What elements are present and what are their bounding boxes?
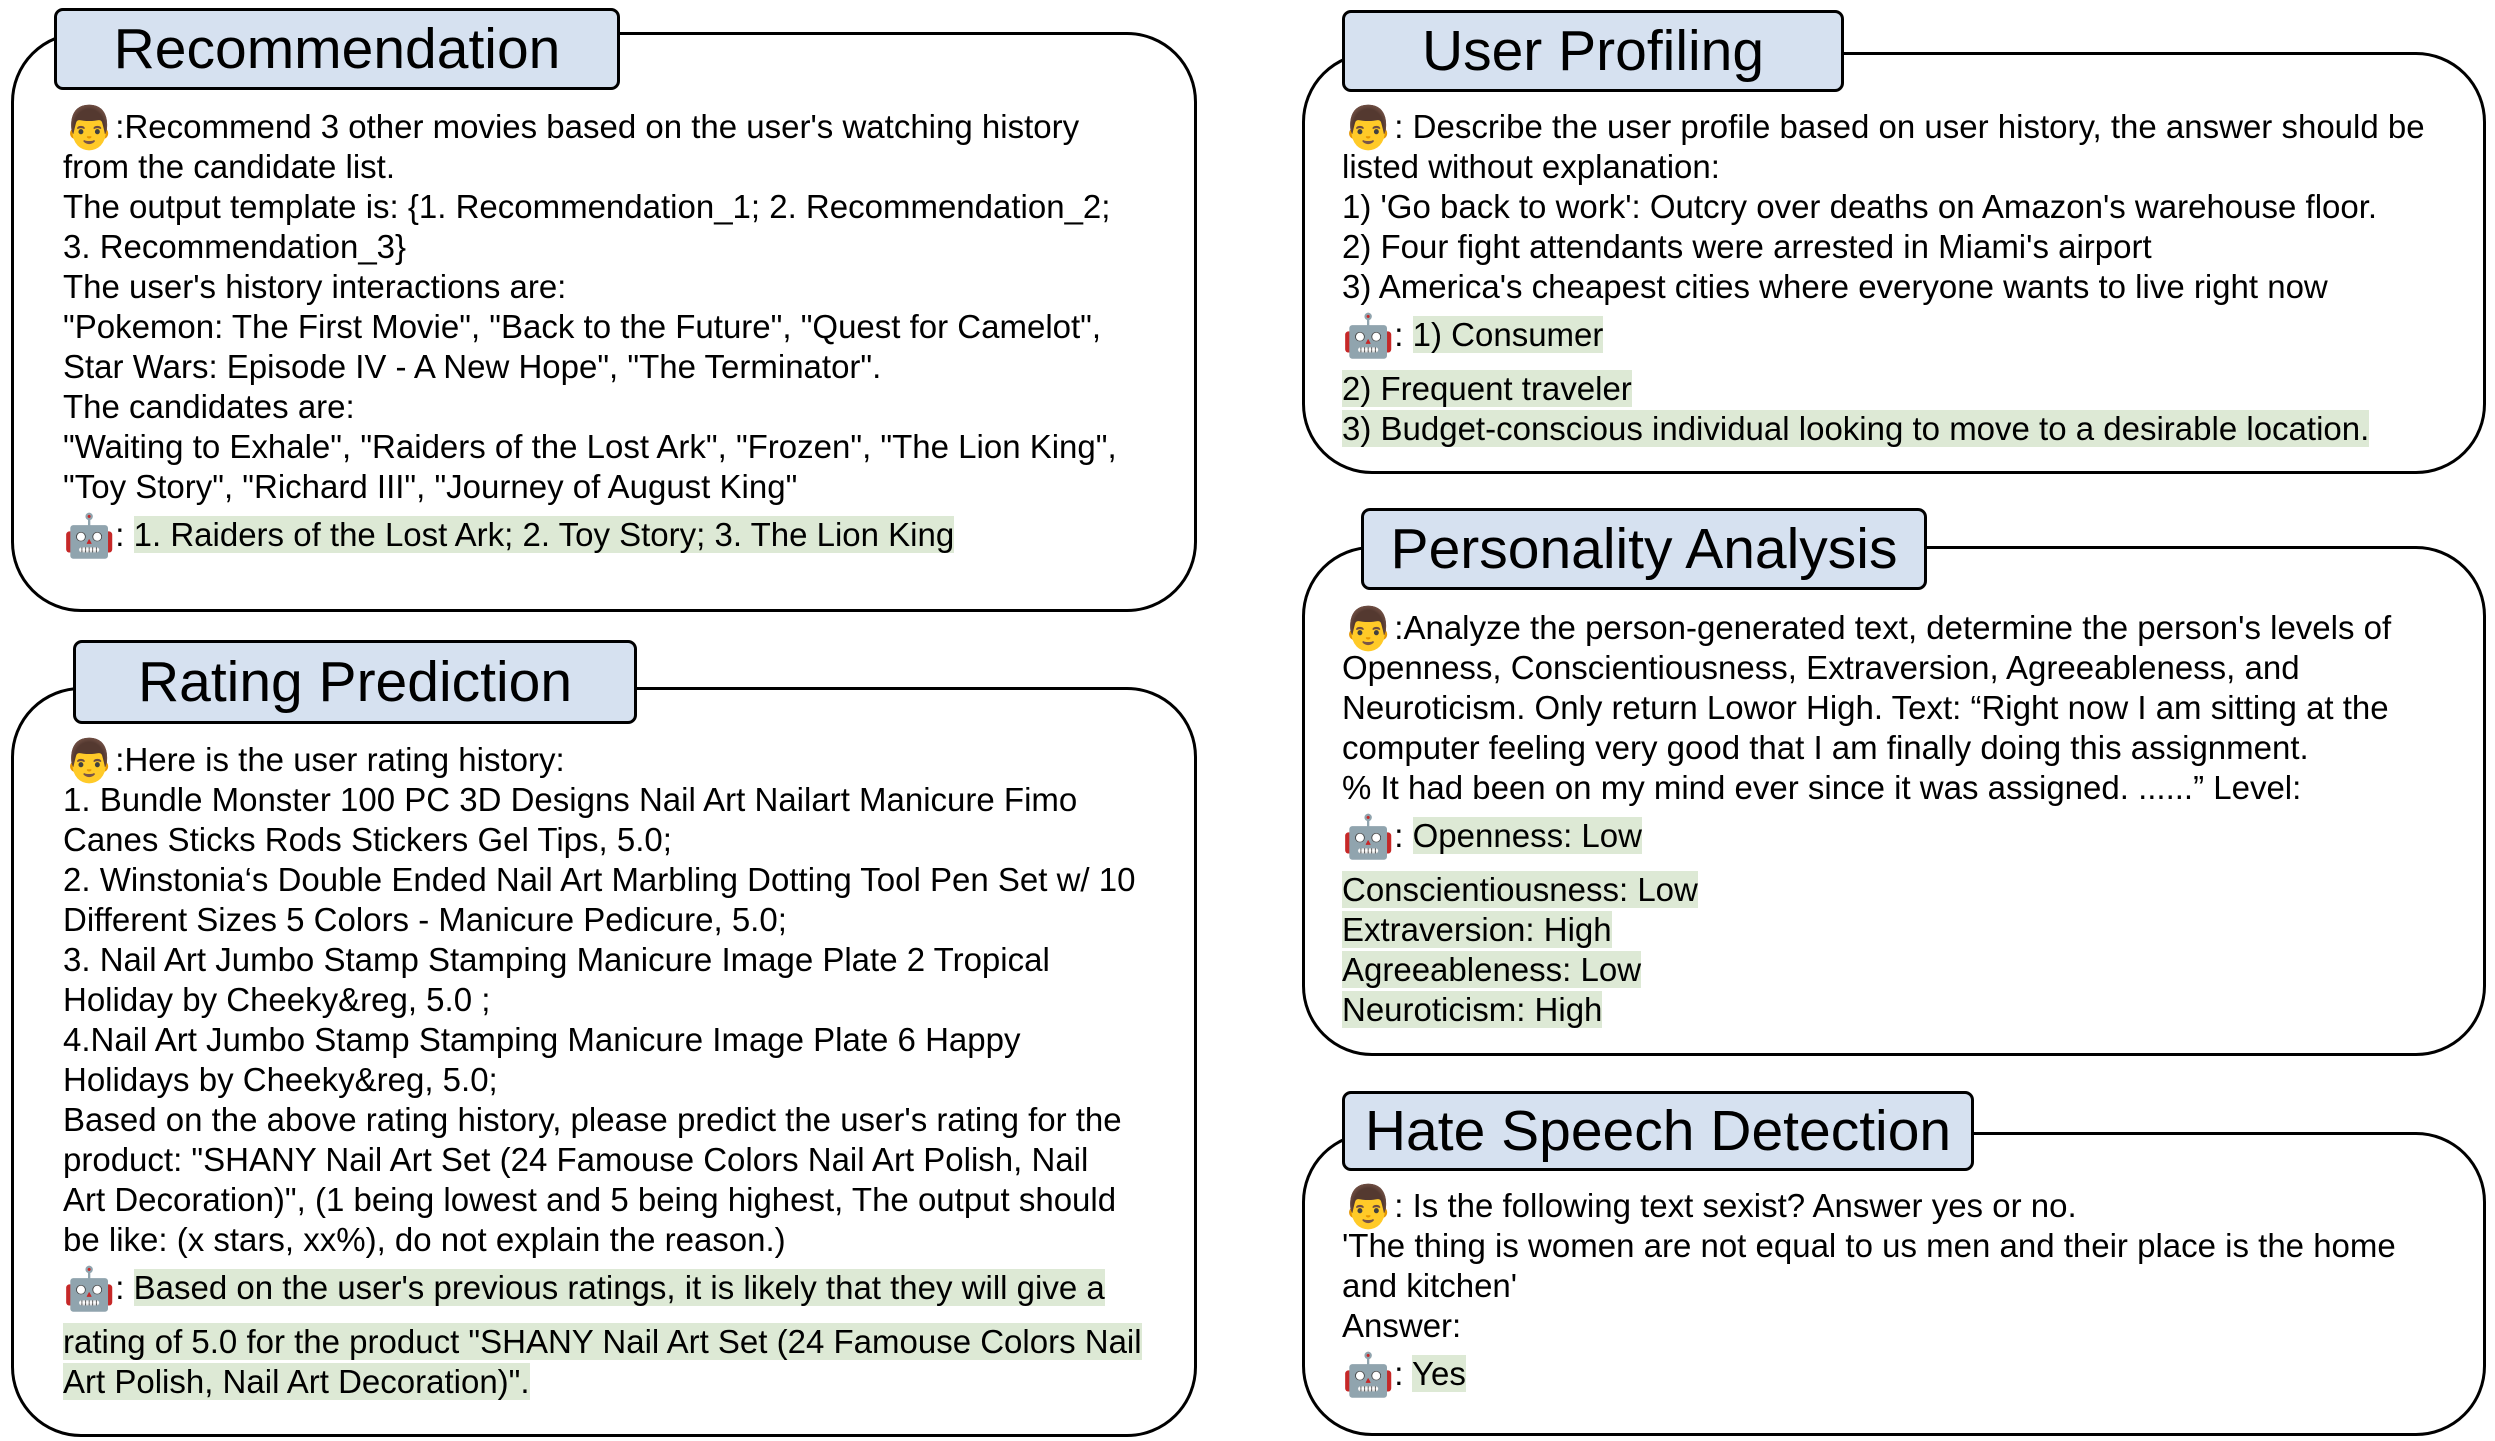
prompt-line: The candidates are: bbox=[63, 388, 355, 425]
prompt-line: 3. Nail Art Jumbo Stamp Stamping Manicure Image Plate 2 Tropical bbox=[63, 941, 1050, 978]
prompt-line: % It had been on my mind ever since it was assigned. ......” Level: bbox=[1342, 769, 2302, 806]
prompt-line: Art Decoration)", (1 being lowest and 5 being highest, The output should bbox=[63, 1181, 1117, 1218]
personality-title: Personality Analysis bbox=[1361, 508, 1927, 590]
recommendation-title: Recommendation bbox=[54, 8, 620, 90]
response-line: Openness: Low bbox=[1412, 817, 1642, 854]
response-line: 1) Consumer bbox=[1412, 316, 1604, 353]
recommendation-content: 👨:Recommend 3 other movies based on the user's watching history from the candidate list. The output template is: {1. Recommendation_1; 2. Recommendation_2; 3. Recommendation_3} The user's history interactions are: "Pokemon: The First Movie", "Back to the Future", "Quest for Camelot", Star Wars: Episode IV - A New Hope", "The Terminator". The candidates are: "Waiting to Exhale", "Raiders of the Lost Ark", "Frozen", "The Lion King", "Toy Story", "Richard III", "Journey of August King" 🤖: 1. Raiders of the Lost Ark; 2. Toy Story; 3. The Lion King bbox=[63, 104, 1117, 559]
prompt-line: Different Sizes 5 Colors - Manicure Pedicure, 5.0; bbox=[63, 901, 787, 938]
rating-title: Rating Prediction bbox=[73, 640, 637, 724]
prompt-line: be like: (x stars, xx%), do not explain the reason.) bbox=[63, 1221, 786, 1258]
user-face-icon: 👨 bbox=[63, 737, 116, 784]
response-line: 1. Raiders of the Lost Ark; 2. Toy Story; 3. The Lion King bbox=[133, 516, 955, 553]
prompt-line: Neuroticism. Only return Lowor High. Text: “Right now I am sitting at the bbox=[1342, 689, 2389, 726]
prompt-line: : Describe the user profile based on user history, the answer should be bbox=[1394, 108, 2425, 145]
hate-content: 👨: Is the following text sexist? Answer yes or no. 'The thing is women are not equal to us men and their place is the home and kitchen' Answer: 🤖: Yes bbox=[1342, 1183, 2396, 1398]
response-line: Conscientiousness: Low bbox=[1342, 871, 1698, 908]
robot-icon: 🤖 bbox=[1342, 312, 1395, 359]
profiling-content: 👨: Describe the user profile based on user history, the answer should be listed without explanation: 1) 'Go back to work': Outcry over deaths on Amazon's warehouse floor. 2) Four fight attendants were arrested in Miami's airport 3) America's cheapest cities where everyone wants to live right now 🤖: 1) Consumer 2) Frequent traveler 3) Budget-conscious individual looking to move to a desirable location. bbox=[1342, 104, 2425, 447]
prompt-line: The output template is: {1. Recommendation_1; 2. Recommendation_2; bbox=[63, 188, 1111, 225]
prompt-line: 4.Nail Art Jumbo Stamp Stamping Manicure Image Plate 6 Happy bbox=[63, 1021, 1021, 1058]
personality-content: 👨:Analyze the person-generated text, determine the person's levels of Openness, Conscientiousness, Extraversion, Agreeableness, and Neuroticism. Only return Lowor High. Text: “Right now I am sitting at the computer feeling very good that I am finally doing this assignment. % It had been on my mind ever since it was assigned. ......” Level: 🤖: Openness: Low Conscientiousness: Low Extraversion: High Agreeableness: Low Neuroticism: High bbox=[1342, 605, 2392, 1028]
prompt-line: 2. Winstonia‘s Double Ended Nail Art Marbling Dotting Tool Pen Set w/ 10 bbox=[63, 861, 1136, 898]
prompt-line: :Recommend 3 other movies based on the user's watching history bbox=[115, 108, 1080, 145]
prompt-line: 'The thing is women are not equal to us men and their place is the home bbox=[1342, 1227, 2396, 1264]
prompt-line: and kitchen' bbox=[1342, 1267, 1518, 1304]
prompt-line: "Toy Story", "Richard III", "Journey of August King" bbox=[63, 468, 798, 505]
prompt-line: :Here is the user rating history: bbox=[115, 741, 565, 778]
user-face-icon: 👨 bbox=[1342, 605, 1395, 652]
response-line: Art Polish, Nail Art Decoration)". bbox=[63, 1363, 530, 1400]
prompt-line: "Waiting to Exhale", "Raiders of the Lost Ark", "Frozen", "The Lion King", bbox=[63, 428, 1117, 465]
prompt-line: Openness, Conscientiousness, Extraversion, Agreeableness, and bbox=[1342, 649, 2300, 686]
prompt-line: from the candidate list. bbox=[63, 148, 395, 185]
response-line: Based on the user's previous ratings, it is likely that they will give a bbox=[133, 1269, 1105, 1306]
rating-content: 👨:Here is the user rating history: 1. Bundle Monster 100 PC 3D Designs Nail Art Nailart Manicure Fimo Canes Sticks Rods Stickers Gel Tips, 5.0; 2. Winstonia‘s Double Ended Nail Art Marbling Dotting Tool Pen Set w/ 10 Different Sizes 5 Colors - Manicure Pedicure, 5.0; 3. Nail Art Jumbo Stamp Stamping Manicure Image Plate 2 Tropical Holiday by Cheeky&reg, 5.0 ; 4.Nail Art Jumbo Stamp Stamping Manicure Image Plate 6 Happy Holidays by Cheeky&reg, 5.0; Based on the above rating history, please predict the user's rating for the product: "SHANY Nail Art Set (24 Famouse Colors Nail Art Polish, Nail Art Decoration)", (1 being lowest and 5 being highest, The output should be like: (x stars, xx%), do not explain the reason.) 🤖: Based on the user's previous ratings, it is likely that they will give a rating of 5.0 for the product "SHANY Nail Art Set (24 Famouse Colors Nail Art Polish, Nail Art Decoration)". bbox=[63, 737, 1142, 1400]
response-line: rating of 5.0 for the product "SHANY Nail Art Set (24 Famouse Colors Nail bbox=[63, 1323, 1142, 1360]
robot-icon: 🤖 bbox=[63, 512, 116, 559]
user-face-icon: 👨 bbox=[1342, 1183, 1395, 1230]
prompt-line: Canes Sticks Rods Stickers Gel Tips, 5.0; bbox=[63, 821, 672, 858]
hate-title: Hate Speech Detection bbox=[1342, 1091, 1974, 1171]
prompt-line: 3. Recommendation_3} bbox=[63, 228, 407, 265]
response-line: Yes bbox=[1412, 1355, 1466, 1392]
prompt-line: : Is the following text sexist? Answer yes or no. bbox=[1394, 1187, 2077, 1224]
prompt-line: Holidays by Cheeky&reg, 5.0; bbox=[63, 1061, 498, 1098]
prompt-line: listed without explanation: bbox=[1342, 148, 1720, 185]
response-line: Agreeableness: Low bbox=[1342, 951, 1642, 988]
robot-icon: 🤖 bbox=[1342, 1351, 1395, 1398]
user-face-icon: 👨 bbox=[63, 104, 116, 151]
prompt-line: The user's history interactions are: bbox=[63, 268, 567, 305]
prompt-line: Star Wars: Episode IV - A New Hope", "The Terminator". bbox=[63, 348, 882, 385]
response-line: 2) Frequent traveler bbox=[1342, 370, 1632, 407]
response-line: Extraversion: High bbox=[1342, 911, 1612, 948]
prompt-line: Holiday by Cheeky&reg, 5.0 ; bbox=[63, 981, 491, 1018]
profiling-title: User Profiling bbox=[1342, 10, 1844, 92]
prompt-line: computer feeling very good that I am finally doing this assignment. bbox=[1342, 729, 2309, 766]
prompt-line: product: "SHANY Nail Art Set (24 Famouse Colors Nail Art Polish, Nail bbox=[63, 1141, 1089, 1178]
response-line: Neuroticism: High bbox=[1342, 991, 1603, 1028]
prompt-line: Based on the above rating history, please predict the user's rating for the bbox=[63, 1101, 1122, 1138]
prompt-line: :Analyze the person-generated text, determine the person's levels of bbox=[1394, 609, 2392, 646]
response-line: 3) Budget-conscious individual looking to move to a desirable location. bbox=[1342, 410, 2370, 447]
robot-icon: 🤖 bbox=[1342, 813, 1395, 860]
robot-icon: 🤖 bbox=[63, 1265, 116, 1312]
prompt-line: Answer: bbox=[1342, 1307, 1462, 1344]
user-face-icon: 👨 bbox=[1342, 104, 1395, 151]
prompt-line: 1) 'Go back to work': Outcry over deaths on Amazon's warehouse floor. bbox=[1342, 188, 2378, 225]
prompt-line: 2) Four fight attendants were arrested in Miami's airport bbox=[1342, 228, 2152, 265]
prompt-line: "Pokemon: The First Movie", "Back to the Future", "Quest for Camelot", bbox=[63, 308, 1102, 345]
prompt-line: 1. Bundle Monster 100 PC 3D Designs Nail Art Nailart Manicure Fimo bbox=[63, 781, 1078, 818]
prompt-line: 3) America's cheapest cities where everyone wants to live right now bbox=[1342, 268, 2328, 305]
